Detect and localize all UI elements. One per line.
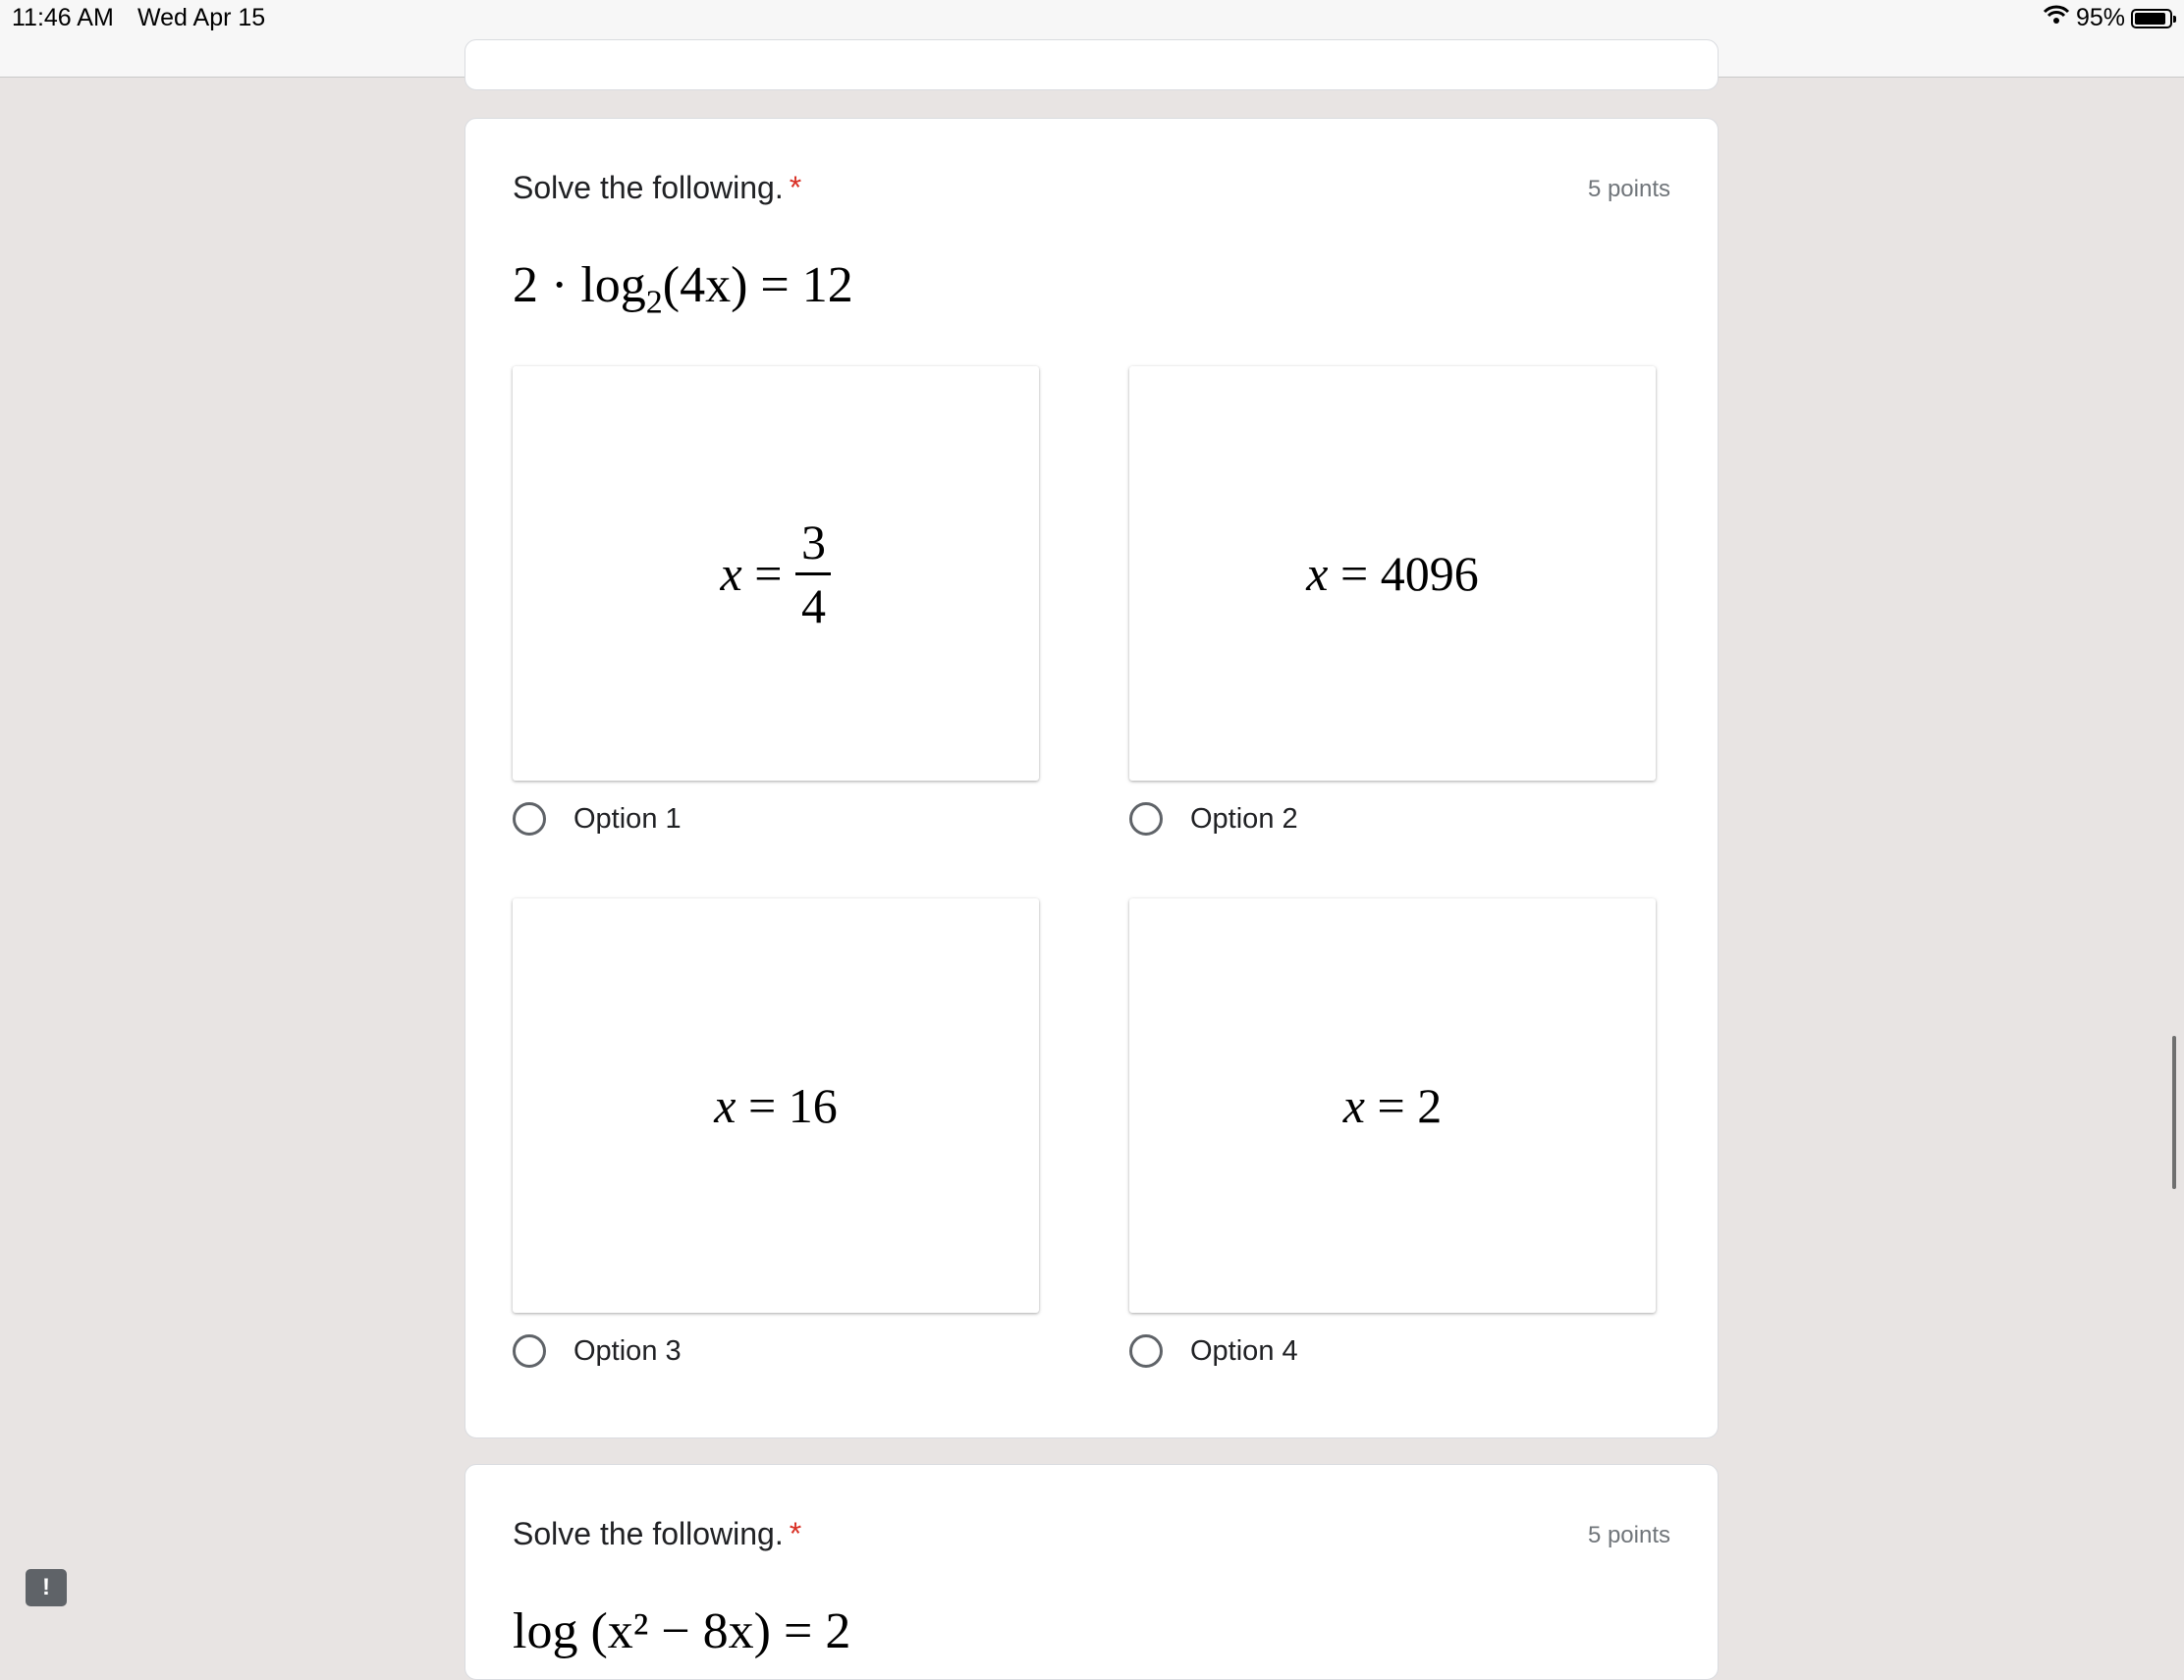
status-time: 11:46 AM — [12, 4, 114, 31]
next-question-points: 5 points — [1587, 1522, 1670, 1548]
option-2-row[interactable] — [1129, 802, 1298, 836]
option-4-row[interactable] — [1129, 1334, 1298, 1368]
status-right — [2043, 4, 2172, 32]
status-date: Wed Apr 15 — [137, 4, 266, 31]
question-equation: $2 \cdot \log_2(4x) = 12$ — [513, 257, 853, 321]
option-2-radio[interactable] — [1129, 802, 1163, 836]
next-question-equation: log (x² − 8x) = 2 — [513, 1603, 851, 1659]
option-1-row[interactable] — [513, 802, 682, 836]
question-card — [464, 118, 1719, 1438]
option-4-label: Option 4 — [1190, 1334, 1298, 1367]
next-question-title: Solve the following. * — [513, 1516, 802, 1551]
question-title: Solve the following. * — [513, 170, 802, 205]
option-2-image[interactable]: x = 4096 — [1129, 366, 1656, 781]
option-2-label: Option 2 — [1190, 802, 1298, 835]
option-4-radio[interactable] — [1129, 1334, 1163, 1368]
battery-icon — [2131, 9, 2172, 28]
option-1-image[interactable]: x = $\frac{3}{4}$ — [513, 366, 1039, 781]
option-3-row[interactable] — [513, 1334, 682, 1368]
required-mark: * — [789, 170, 802, 205]
required-mark: * — [789, 1516, 802, 1551]
option-3-image[interactable]: x = 16 — [513, 898, 1039, 1313]
fraction: $\frac{3}{4}$ — [795, 517, 831, 630]
question-points: 5 points — [1587, 176, 1670, 202]
previous-question-card — [464, 39, 1719, 90]
option-4-image[interactable]: x = 2 — [1129, 898, 1656, 1313]
option-3-label: Option 3 — [573, 1334, 682, 1367]
wifi-icon — [2043, 4, 2070, 32]
battery-percent: 95% — [2075, 4, 2125, 31]
feedback-icon[interactable]: ! — [26, 1569, 67, 1606]
next-question-card — [464, 1464, 1719, 1680]
option-1-label: Option 1 — [573, 802, 682, 835]
scrollbar-thumb[interactable] — [2172, 1036, 2176, 1189]
option-1-radio[interactable] — [513, 802, 546, 836]
option-3-radio[interactable] — [513, 1334, 546, 1368]
